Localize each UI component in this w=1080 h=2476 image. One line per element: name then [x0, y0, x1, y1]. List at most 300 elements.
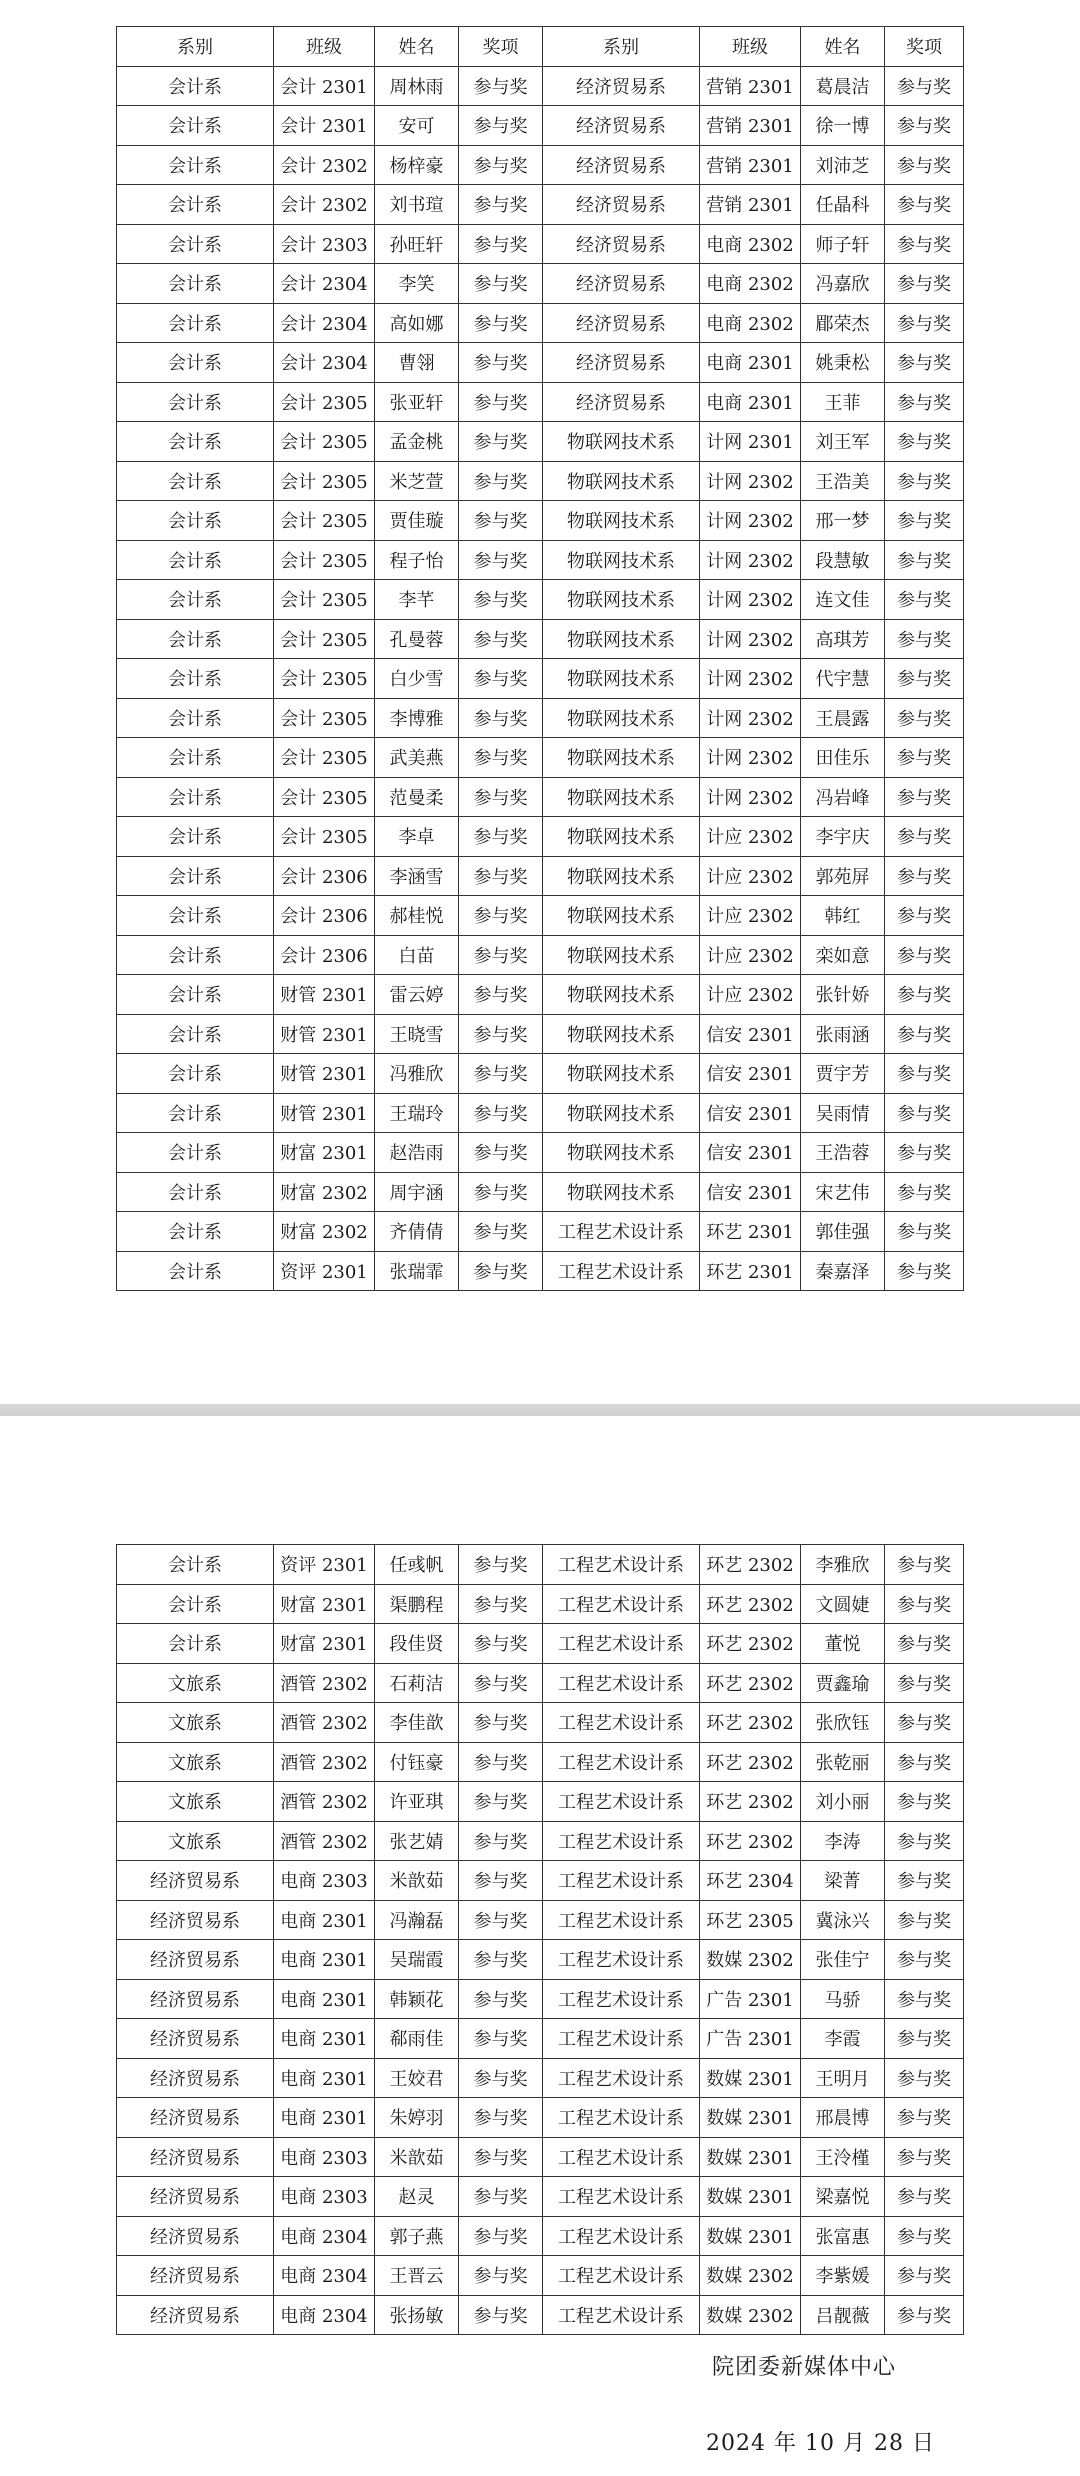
cell-name: 文圆婕: [801, 1584, 885, 1624]
cell-name: 李博雅: [375, 698, 459, 738]
cell-award: 参与奖: [885, 540, 964, 580]
cell-award: 参与奖: [459, 1624, 543, 1664]
table-row: [117, 1584, 964, 1624]
cell-award: 参与奖: [459, 619, 543, 659]
cell-class: 财富 2301: [274, 1584, 375, 1624]
cell-name: 王晓雪: [375, 1014, 459, 1054]
cell-name: 赵浩雨: [375, 1133, 459, 1173]
cell-class: 会计 2303: [274, 224, 375, 264]
cell-class: 电商 2302: [700, 264, 801, 304]
table-row: [117, 264, 964, 304]
issuer-organization: 院团委新媒体中心: [712, 2355, 897, 2380]
cell-department: 会计系: [117, 264, 274, 304]
table-row: [117, 2098, 964, 2138]
cell-award: 参与奖: [885, 382, 964, 422]
cell-name: 冯岩峰: [801, 777, 885, 817]
cell-department: 会计系: [117, 777, 274, 817]
cell-class: 会计 2301: [274, 66, 375, 106]
cell-department: 工程艺术设计系: [543, 2177, 700, 2217]
cell-department: 工程艺术设计系: [543, 2137, 700, 2177]
cell-award: 参与奖: [459, 1545, 543, 1585]
cell-award: 参与奖: [885, 1251, 964, 1291]
table-row: [117, 659, 964, 699]
table-body: [117, 66, 964, 1291]
cell-department: 物联网技术系: [543, 698, 700, 738]
cell-department: 经济贸易系: [543, 382, 700, 422]
cell-class: 环艺 2301: [700, 1212, 801, 1252]
cell-name: 王浩美: [801, 461, 885, 501]
cell-class: 资评 2301: [274, 1251, 375, 1291]
cell-department: 工程艺术设计系: [543, 1979, 700, 2019]
cell-name: 吕靓薇: [801, 2295, 885, 2335]
cell-name: 李笑: [375, 264, 459, 304]
cell-name: 郝桂悦: [375, 896, 459, 936]
cell-award: 参与奖: [885, 224, 964, 264]
cell-class: 酒管 2302: [274, 1663, 375, 1703]
cell-department: 工程艺术设计系: [543, 1782, 700, 1822]
cell-award: 参与奖: [459, 1861, 543, 1901]
cell-award: 参与奖: [459, 106, 543, 146]
cell-name: 渠鹏程: [375, 1584, 459, 1624]
cell-award: 参与奖: [459, 659, 543, 699]
cell-class: 数媒 2302: [700, 2295, 801, 2335]
table-row: [117, 461, 964, 501]
cell-name: 程子怡: [375, 540, 459, 580]
cell-name: 张扬敏: [375, 2295, 459, 2335]
cell-name: 栾如意: [801, 935, 885, 975]
cell-department: 工程艺术设计系: [543, 1940, 700, 1980]
cell-class: 电商 2304: [274, 2295, 375, 2335]
cell-name: 刘沛芝: [801, 145, 885, 185]
cell-award: 参与奖: [459, 1251, 543, 1291]
cell-class: 会计 2306: [274, 896, 375, 936]
cell-department: 经济贸易系: [117, 2137, 274, 2177]
cell-award: 参与奖: [885, 2295, 964, 2335]
cell-department: 会计系: [117, 382, 274, 422]
cell-award: 参与奖: [885, 422, 964, 462]
table-row: [117, 106, 964, 146]
cell-class: 电商 2304: [274, 2256, 375, 2296]
cell-name: 许亚琪: [375, 1782, 459, 1822]
cell-class: 环艺 2302: [700, 1663, 801, 1703]
cell-department: 物联网技术系: [543, 1172, 700, 1212]
cell-award: 参与奖: [885, 935, 964, 975]
page-separator: [0, 1404, 1080, 1416]
table-row: [117, 2058, 964, 2098]
cell-department: 工程艺术设计系: [543, 1861, 700, 1901]
cell-department: 经济贸易系: [117, 1979, 274, 2019]
cell-award: 参与奖: [885, 501, 964, 541]
cell-department: 经济贸易系: [543, 224, 700, 264]
cell-award: 参与奖: [885, 1584, 964, 1624]
cell-name: 雷云婷: [375, 975, 459, 1015]
cell-award: 参与奖: [459, 1093, 543, 1133]
header-award: 奖项: [885, 27, 964, 67]
cell-class: 电商 2301: [274, 1940, 375, 1980]
cell-name: 米歆茹: [375, 1861, 459, 1901]
cell-name: 邢晨博: [801, 2098, 885, 2138]
cell-award: 参与奖: [885, 619, 964, 659]
cell-class: 环艺 2302: [700, 1782, 801, 1822]
cell-department: 物联网技术系: [543, 856, 700, 896]
cell-name: 郭苑屏: [801, 856, 885, 896]
cell-class: 财管 2301: [274, 1054, 375, 1094]
cell-name: 刘王军: [801, 422, 885, 462]
table-row: [117, 1663, 964, 1703]
cell-name: 任晶科: [801, 185, 885, 225]
cell-class: 会计 2305: [274, 382, 375, 422]
issue-date: 2024 年 10 月 28 日: [706, 2431, 935, 2456]
table-body: [117, 1545, 964, 2335]
cell-class: 会计 2305: [274, 619, 375, 659]
cell-award: 参与奖: [459, 1212, 543, 1252]
table-row: [117, 2256, 964, 2296]
cell-award: 参与奖: [459, 540, 543, 580]
cell-award: 参与奖: [885, 896, 964, 936]
cell-name: 范曼柔: [375, 777, 459, 817]
cell-name: 冀泳兴: [801, 1900, 885, 1940]
cell-award: 参与奖: [459, 2019, 543, 2059]
cell-department: 经济贸易系: [543, 106, 700, 146]
cell-class: 信安 2301: [700, 1133, 801, 1173]
cell-name: 石莉洁: [375, 1663, 459, 1703]
cell-name: 冯瀚磊: [375, 1900, 459, 1940]
cell-class: 数媒 2302: [700, 2256, 801, 2296]
cell-department: 经济贸易系: [117, 2058, 274, 2098]
cell-department: 物联网技术系: [543, 1133, 700, 1173]
cell-award: 参与奖: [459, 343, 543, 383]
table-row: [117, 224, 964, 264]
cell-award: 参与奖: [459, 2256, 543, 2296]
cell-class: 会计 2302: [274, 185, 375, 225]
cell-name: 马骄: [801, 1979, 885, 2019]
cell-award: 参与奖: [459, 1014, 543, 1054]
cell-department: 经济贸易系: [117, 1900, 274, 1940]
cell-department: 会计系: [117, 1133, 274, 1173]
cell-name: 米芝萱: [375, 461, 459, 501]
cell-award: 参与奖: [885, 1861, 964, 1901]
cell-class: 会计 2305: [274, 422, 375, 462]
cell-class: 电商 2301: [274, 1900, 375, 1940]
table-row: [117, 935, 964, 975]
cell-department: 会计系: [117, 1212, 274, 1252]
table-row: [117, 896, 964, 936]
cell-class: 财富 2301: [274, 1133, 375, 1173]
cell-award: 参与奖: [459, 66, 543, 106]
cell-class: 环艺 2302: [700, 1624, 801, 1664]
cell-name: 张艺婧: [375, 1821, 459, 1861]
cell-name: 周宇涵: [375, 1172, 459, 1212]
cell-name: 王明月: [801, 2058, 885, 2098]
table-row: [117, 619, 964, 659]
cell-award: 参与奖: [459, 738, 543, 778]
table-row: [117, 1742, 964, 1782]
cell-class: 电商 2302: [700, 303, 801, 343]
cell-class: 数媒 2301: [700, 2058, 801, 2098]
cell-name: 连文佳: [801, 580, 885, 620]
cell-name: 冯雅欣: [375, 1054, 459, 1094]
cell-department: 会计系: [117, 1624, 274, 1664]
cell-name: 孙旺轩: [375, 224, 459, 264]
cell-class: 计网 2302: [700, 580, 801, 620]
cell-award: 参与奖: [885, 66, 964, 106]
cell-department: 经济贸易系: [543, 264, 700, 304]
cell-department: 经济贸易系: [117, 2019, 274, 2059]
cell-name: 郭佳强: [801, 1212, 885, 1252]
cell-name: 李芊: [375, 580, 459, 620]
cell-department: 会计系: [117, 422, 274, 462]
cell-award: 参与奖: [885, 1821, 964, 1861]
table-row: [117, 1014, 964, 1054]
table-row: [117, 580, 964, 620]
cell-award: 参与奖: [459, 2177, 543, 2217]
cell-award: 参与奖: [459, 2295, 543, 2335]
cell-name: 张佳宁: [801, 1940, 885, 1980]
cell-class: 会计 2305: [274, 738, 375, 778]
cell-department: 会计系: [117, 303, 274, 343]
cell-name: 白少雪: [375, 659, 459, 699]
cell-department: 经济贸易系: [117, 2098, 274, 2138]
cell-department: 工程艺术设计系: [543, 2216, 700, 2256]
cell-name: 段慧敏: [801, 540, 885, 580]
cell-award: 参与奖: [885, 2177, 964, 2217]
cell-award: 参与奖: [885, 1212, 964, 1252]
cell-department: 经济贸易系: [543, 343, 700, 383]
cell-class: 电商 2301: [274, 1979, 375, 2019]
header-department: 系别: [543, 27, 700, 67]
cell-award: 参与奖: [459, 2058, 543, 2098]
cell-name: 冯嘉欣: [801, 264, 885, 304]
cell-class: 会计 2304: [274, 303, 375, 343]
cell-award: 参与奖: [885, 738, 964, 778]
cell-department: 会计系: [117, 461, 274, 501]
cell-class: 财管 2301: [274, 1093, 375, 1133]
cell-award: 参与奖: [459, 1584, 543, 1624]
cell-class: 财富 2301: [274, 1624, 375, 1664]
award-table-page-2: [116, 1544, 964, 2335]
cell-department: 物联网技术系: [543, 777, 700, 817]
cell-award: 参与奖: [885, 1742, 964, 1782]
cell-name: 齐倩倩: [375, 1212, 459, 1252]
cell-award: 参与奖: [885, 777, 964, 817]
cell-name: 邢一梦: [801, 501, 885, 541]
cell-class: 计网 2302: [700, 777, 801, 817]
cell-class: 计应 2302: [700, 817, 801, 857]
table-row: [117, 1940, 964, 1980]
cell-class: 会计 2305: [274, 698, 375, 738]
cell-name: 李紫媛: [801, 2256, 885, 2296]
cell-name: 王菲: [801, 382, 885, 422]
cell-department: 经济贸易系: [543, 145, 700, 185]
cell-class: 计网 2301: [700, 422, 801, 462]
cell-department: 会计系: [117, 1014, 274, 1054]
cell-class: 电商 2302: [700, 224, 801, 264]
cell-department: 文旅系: [117, 1742, 274, 1782]
cell-award: 参与奖: [459, 2137, 543, 2177]
cell-class: 数媒 2301: [700, 2137, 801, 2177]
cell-class: 计网 2302: [700, 540, 801, 580]
cell-class: 计应 2302: [700, 856, 801, 896]
cell-department: 经济贸易系: [117, 2216, 274, 2256]
cell-class: 酒管 2302: [274, 1703, 375, 1743]
cell-department: 会计系: [117, 817, 274, 857]
cell-department: 会计系: [117, 343, 274, 383]
cell-award: 参与奖: [885, 1703, 964, 1743]
cell-class: 电商 2301: [274, 2058, 375, 2098]
cell-class: 会计 2301: [274, 106, 375, 146]
cell-class: 计应 2302: [700, 896, 801, 936]
cell-department: 经济贸易系: [543, 303, 700, 343]
table-row: [117, 145, 964, 185]
cell-class: 电商 2303: [274, 2177, 375, 2217]
cell-name: 孟金桃: [375, 422, 459, 462]
cell-department: 经济贸易系: [117, 2295, 274, 2335]
cell-class: 信安 2301: [700, 1172, 801, 1212]
cell-award: 参与奖: [885, 2019, 964, 2059]
cell-name: 李卓: [375, 817, 459, 857]
cell-name: 李霞: [801, 2019, 885, 2059]
cell-department: 会计系: [117, 580, 274, 620]
cell-department: 物联网技术系: [543, 1014, 700, 1054]
table-row: [117, 1900, 964, 1940]
cell-class: 环艺 2302: [700, 1821, 801, 1861]
table-row: [117, 1545, 964, 1585]
cell-department: 经济贸易系: [543, 185, 700, 225]
cell-name: 张雨涵: [801, 1014, 885, 1054]
cell-class: 计应 2302: [700, 935, 801, 975]
cell-department: 经济贸易系: [117, 1940, 274, 1980]
header-department: 系别: [117, 27, 274, 67]
cell-department: 经济贸易系: [117, 2177, 274, 2217]
cell-department: 会计系: [117, 106, 274, 146]
cell-award: 参与奖: [885, 698, 964, 738]
cell-award: 参与奖: [885, 2058, 964, 2098]
cell-class: 电商 2303: [274, 1861, 375, 1901]
table-row: [117, 1054, 964, 1094]
cell-class: 酒管 2302: [274, 1742, 375, 1782]
cell-name: 梁嘉悦: [801, 2177, 885, 2217]
cell-department: 工程艺术设计系: [543, 2256, 700, 2296]
cell-class: 计网 2302: [700, 738, 801, 778]
cell-name: 郿荣杰: [801, 303, 885, 343]
cell-award: 参与奖: [885, 2256, 964, 2296]
cell-name: 李佳歆: [375, 1703, 459, 1743]
cell-department: 会计系: [117, 975, 274, 1015]
cell-department: 物联网技术系: [543, 1093, 700, 1133]
table-row: [117, 1251, 964, 1291]
cell-name: 葛晨洁: [801, 66, 885, 106]
cell-name: 王晨露: [801, 698, 885, 738]
cell-department: 会计系: [117, 224, 274, 264]
cell-name: 宋艺伟: [801, 1172, 885, 1212]
cell-award: 参与奖: [459, 777, 543, 817]
cell-department: 工程艺术设计系: [543, 1212, 700, 1252]
cell-class: 电商 2301: [700, 382, 801, 422]
cell-department: 文旅系: [117, 1703, 274, 1743]
cell-department: 物联网技术系: [543, 896, 700, 936]
cell-department: 工程艺术设计系: [543, 2058, 700, 2098]
cell-name: 刘书瑄: [375, 185, 459, 225]
cell-name: 李涛: [801, 1821, 885, 1861]
cell-award: 参与奖: [885, 1782, 964, 1822]
cell-department: 工程艺术设计系: [543, 1703, 700, 1743]
table-header-row: [117, 27, 964, 67]
cell-name: 秦嘉泽: [801, 1251, 885, 1291]
cell-name: 梁菁: [801, 1861, 885, 1901]
cell-name: 徐一博: [801, 106, 885, 146]
cell-class: 计网 2302: [700, 619, 801, 659]
cell-class: 电商 2303: [274, 2137, 375, 2177]
table-row: [117, 501, 964, 541]
cell-department: 工程艺术设计系: [543, 1742, 700, 1782]
cell-department: 会计系: [117, 619, 274, 659]
cell-department: 工程艺术设计系: [543, 2295, 700, 2335]
cell-award: 参与奖: [459, 1663, 543, 1703]
award-table-page-1: [116, 26, 964, 1291]
table-row: [117, 343, 964, 383]
cell-class: 会计 2305: [274, 817, 375, 857]
cell-award: 参与奖: [885, 343, 964, 383]
cell-department: 会计系: [117, 1054, 274, 1094]
cell-name: 王晋云: [375, 2256, 459, 2296]
cell-award: 参与奖: [885, 856, 964, 896]
header-class: 班级: [700, 27, 801, 67]
cell-award: 参与奖: [459, 303, 543, 343]
cell-award: 参与奖: [459, 1054, 543, 1094]
table-row: [117, 1624, 964, 1664]
cell-class: 信安 2301: [700, 1093, 801, 1133]
cell-department: 会计系: [117, 1545, 274, 1585]
cell-award: 参与奖: [885, 580, 964, 620]
cell-class: 数媒 2302: [700, 1940, 801, 1980]
table-row: [117, 382, 964, 422]
cell-name: 朱婷羽: [375, 2098, 459, 2138]
cell-award: 参与奖: [459, 1172, 543, 1212]
cell-award: 参与奖: [885, 1054, 964, 1094]
cell-department: 会计系: [117, 1172, 274, 1212]
header-class: 班级: [274, 27, 375, 67]
cell-award: 参与奖: [459, 1133, 543, 1173]
cell-name: 周林雨: [375, 66, 459, 106]
cell-department: 物联网技术系: [543, 817, 700, 857]
cell-class: 资评 2301: [274, 1545, 375, 1585]
table-row: [117, 303, 964, 343]
cell-name: 田佳乐: [801, 738, 885, 778]
cell-award: 参与奖: [459, 1742, 543, 1782]
cell-name: 付钰豪: [375, 1742, 459, 1782]
cell-class: 酒管 2302: [274, 1782, 375, 1822]
table-row: [117, 1782, 964, 1822]
cell-department: 经济贸易系: [117, 2256, 274, 2296]
cell-department: 物联网技术系: [543, 1054, 700, 1094]
cell-class: 会计 2305: [274, 580, 375, 620]
cell-class: 财管 2301: [274, 1014, 375, 1054]
cell-department: 物联网技术系: [543, 659, 700, 699]
cell-department: 工程艺术设计系: [543, 2098, 700, 2138]
cell-class: 环艺 2302: [700, 1584, 801, 1624]
cell-name: 刘小丽: [801, 1782, 885, 1822]
cell-award: 参与奖: [459, 224, 543, 264]
cell-name: 武美燕: [375, 738, 459, 778]
cell-name: 曹翎: [375, 343, 459, 383]
cell-class: 财富 2302: [274, 1212, 375, 1252]
cell-department: 会计系: [117, 738, 274, 778]
cell-class: 会计 2306: [274, 935, 375, 975]
cell-name: 张瑞霏: [375, 1251, 459, 1291]
cell-class: 会计 2302: [274, 145, 375, 185]
cell-award: 参与奖: [459, 264, 543, 304]
cell-name: 白苗: [375, 935, 459, 975]
